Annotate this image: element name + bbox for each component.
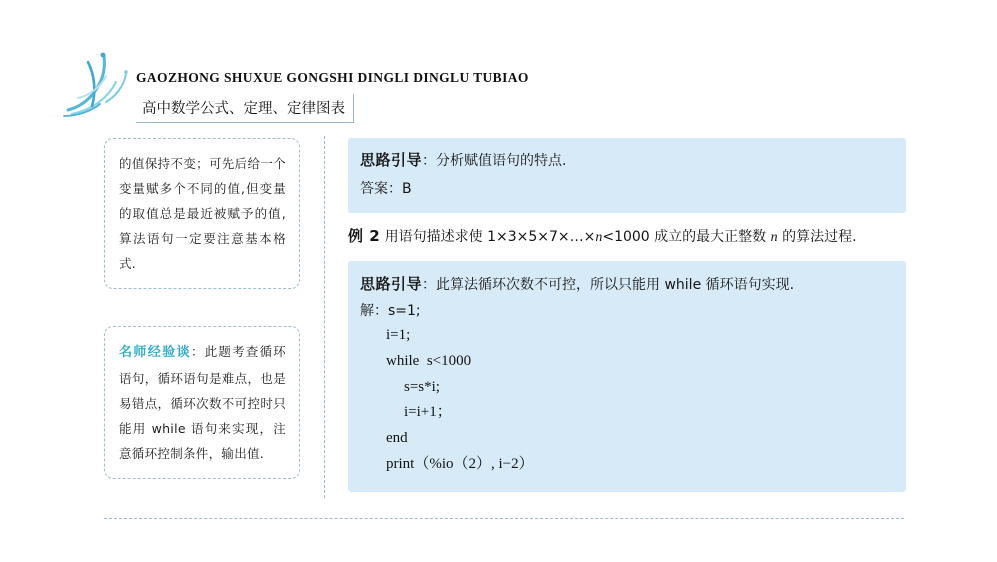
- answer-line: 答案：B: [360, 180, 412, 197]
- solution-line-5: end: [386, 430, 408, 447]
- teacher-tip-label: 名师经验谈: [119, 345, 191, 360]
- solution-line-3: s=s*i;: [404, 378, 440, 395]
- note-box-text: 的值保持不变；可先后给一个变量赋多个不同的值,但变量的取值总是最近被赋予的值,算法语句一定要注意基本格式.: [119, 156, 286, 271]
- header-title-english: GAOZHONG SHUXUE GONGSHI DINGLI DINGLU TUBIAO: [136, 70, 529, 85]
- right-column: [348, 138, 906, 492]
- lead-block-1: [348, 138, 906, 213]
- lead-2-text: ：此算法循环次数不可控，所以只能用 while 循环语句实现.: [422, 277, 795, 294]
- solution-block: [348, 261, 906, 492]
- column-divider: [324, 136, 325, 498]
- lead-2-line: [360, 271, 894, 299]
- solution-line-1: i=1;: [386, 327, 411, 344]
- example-text-mid: <1000 成立的最大正整数: [602, 228, 771, 245]
- teacher-tip-content: [119, 339, 286, 466]
- page-header: [62, 48, 942, 120]
- example-text-before: 用语句描述求使 1×3×5×7×…×: [384, 228, 596, 245]
- example-text-after: 的算法过程.: [777, 228, 857, 245]
- example-var-n-1: n: [595, 229, 603, 245]
- example-number: 例 2: [348, 226, 381, 245]
- example-2-statement: [348, 222, 906, 251]
- lead-1-text: ：分析赋值语句的特点.: [422, 153, 567, 169]
- lead-1-line: [360, 147, 894, 175]
- solution-line-4: i=i+1；: [404, 404, 452, 421]
- header-title-chinese: 高中数学公式、定理、定律图表: [136, 94, 354, 123]
- teacher-tip-box: [104, 326, 300, 479]
- note-box: [104, 138, 300, 289]
- lead-2-label: 思路引导: [360, 275, 423, 294]
- bottom-divider: [104, 518, 904, 519]
- solution-line-6: print（%io（2）, i−2）: [386, 456, 534, 473]
- lead-1-label: 思路引导: [360, 151, 423, 169]
- teacher-tip-text: ：此题考查循环语句，循环语句是难点，也是易错点，循环次数不可控时只能用 while 语句来实现，注意循环控制条件，输出值.: [119, 344, 286, 461]
- left-column: [104, 138, 300, 479]
- solution-line-0: 解：s=1;: [360, 302, 421, 319]
- example-var-n-2: n: [770, 229, 778, 245]
- solution-line-2: while s<1000: [386, 352, 472, 369]
